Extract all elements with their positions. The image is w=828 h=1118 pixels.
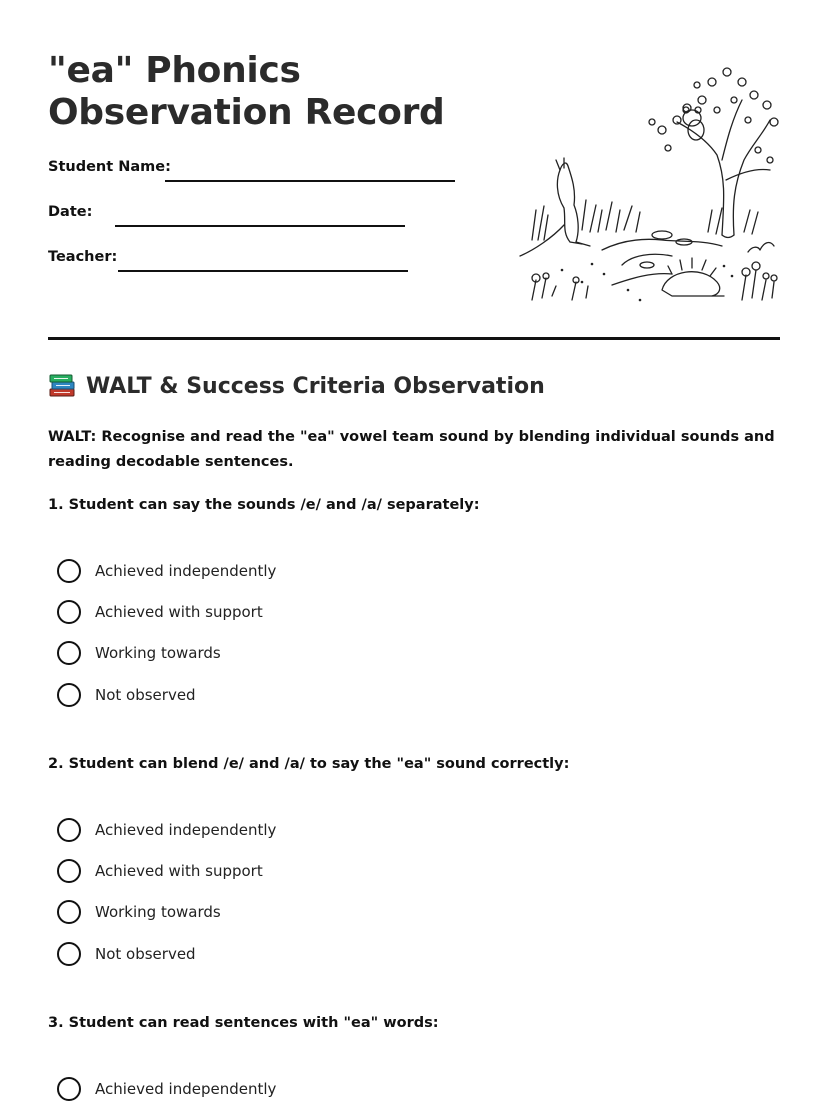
title-line-2: Observation Record xyxy=(48,92,445,133)
question-1-options xyxy=(57,550,276,715)
header-divider xyxy=(48,337,780,340)
radio-button[interactable] xyxy=(57,641,81,665)
option-working-towards[interactable] xyxy=(57,892,276,933)
option-label: Not observed xyxy=(95,944,196,963)
option-achieved-with-support[interactable] xyxy=(57,850,276,891)
radio-button[interactable] xyxy=(57,683,81,707)
radio-button[interactable] xyxy=(57,859,81,883)
question-2: 2. Student can blend /e/ and /a/ to say the "ea" sound correctly: xyxy=(48,756,570,772)
option-label: Working towards xyxy=(95,903,221,922)
section-title-text: WALT & Success Criteria Observation xyxy=(86,373,545,399)
option-label: Working towards xyxy=(95,644,221,663)
radio-button[interactable] xyxy=(57,818,81,842)
option-working-towards[interactable] xyxy=(57,633,276,674)
teacher-line[interactable] xyxy=(118,270,408,272)
option-achieved-independently[interactable] xyxy=(57,550,276,591)
question-1: 1. Student can say the sounds /e/ and /a/ separately: xyxy=(48,497,480,513)
radio-button[interactable] xyxy=(57,1077,81,1101)
option-not-observed[interactable] xyxy=(57,674,276,715)
australian-bush-scene-illustration xyxy=(512,60,784,312)
option-achieved-independently[interactable] xyxy=(57,809,276,850)
walt-statement: WALT: Recognise and read the "ea" vowel team sound by blending individual sounds and reading decodable sentences. xyxy=(48,429,775,470)
radio-button[interactable] xyxy=(57,900,81,924)
books-icon xyxy=(48,373,76,399)
page-title xyxy=(48,50,445,134)
radio-button[interactable] xyxy=(57,942,81,966)
title-line-1: "ea" Phonics xyxy=(48,50,301,91)
teacher-label: Teacher: xyxy=(48,249,118,265)
question-3: 3. Student can read sentences with "ea" words: xyxy=(48,1015,439,1031)
date-line[interactable] xyxy=(115,225,405,227)
teacher-field xyxy=(48,249,410,275)
student-name-label: Student Name: xyxy=(48,159,171,175)
option-label: Achieved with support xyxy=(95,861,263,880)
option-achieved-independently[interactable] xyxy=(57,1068,276,1109)
question-2-options xyxy=(57,809,276,974)
date-label: Date: xyxy=(48,204,93,220)
question-3-options xyxy=(57,1068,276,1109)
option-label: Not observed xyxy=(95,685,196,704)
date-field xyxy=(48,204,408,230)
option-label: Achieved independently xyxy=(95,820,277,839)
option-achieved-with-support[interactable] xyxy=(57,591,276,632)
student-name-field xyxy=(48,159,458,185)
student-name-line[interactable] xyxy=(165,180,455,182)
option-label: Achieved with support xyxy=(95,602,263,621)
option-label: Achieved independently xyxy=(95,1079,277,1098)
option-not-observed[interactable] xyxy=(57,933,276,974)
section-title xyxy=(48,373,545,399)
radio-button[interactable] xyxy=(57,600,81,624)
option-label: Achieved independently xyxy=(95,561,277,580)
radio-button[interactable] xyxy=(57,559,81,583)
